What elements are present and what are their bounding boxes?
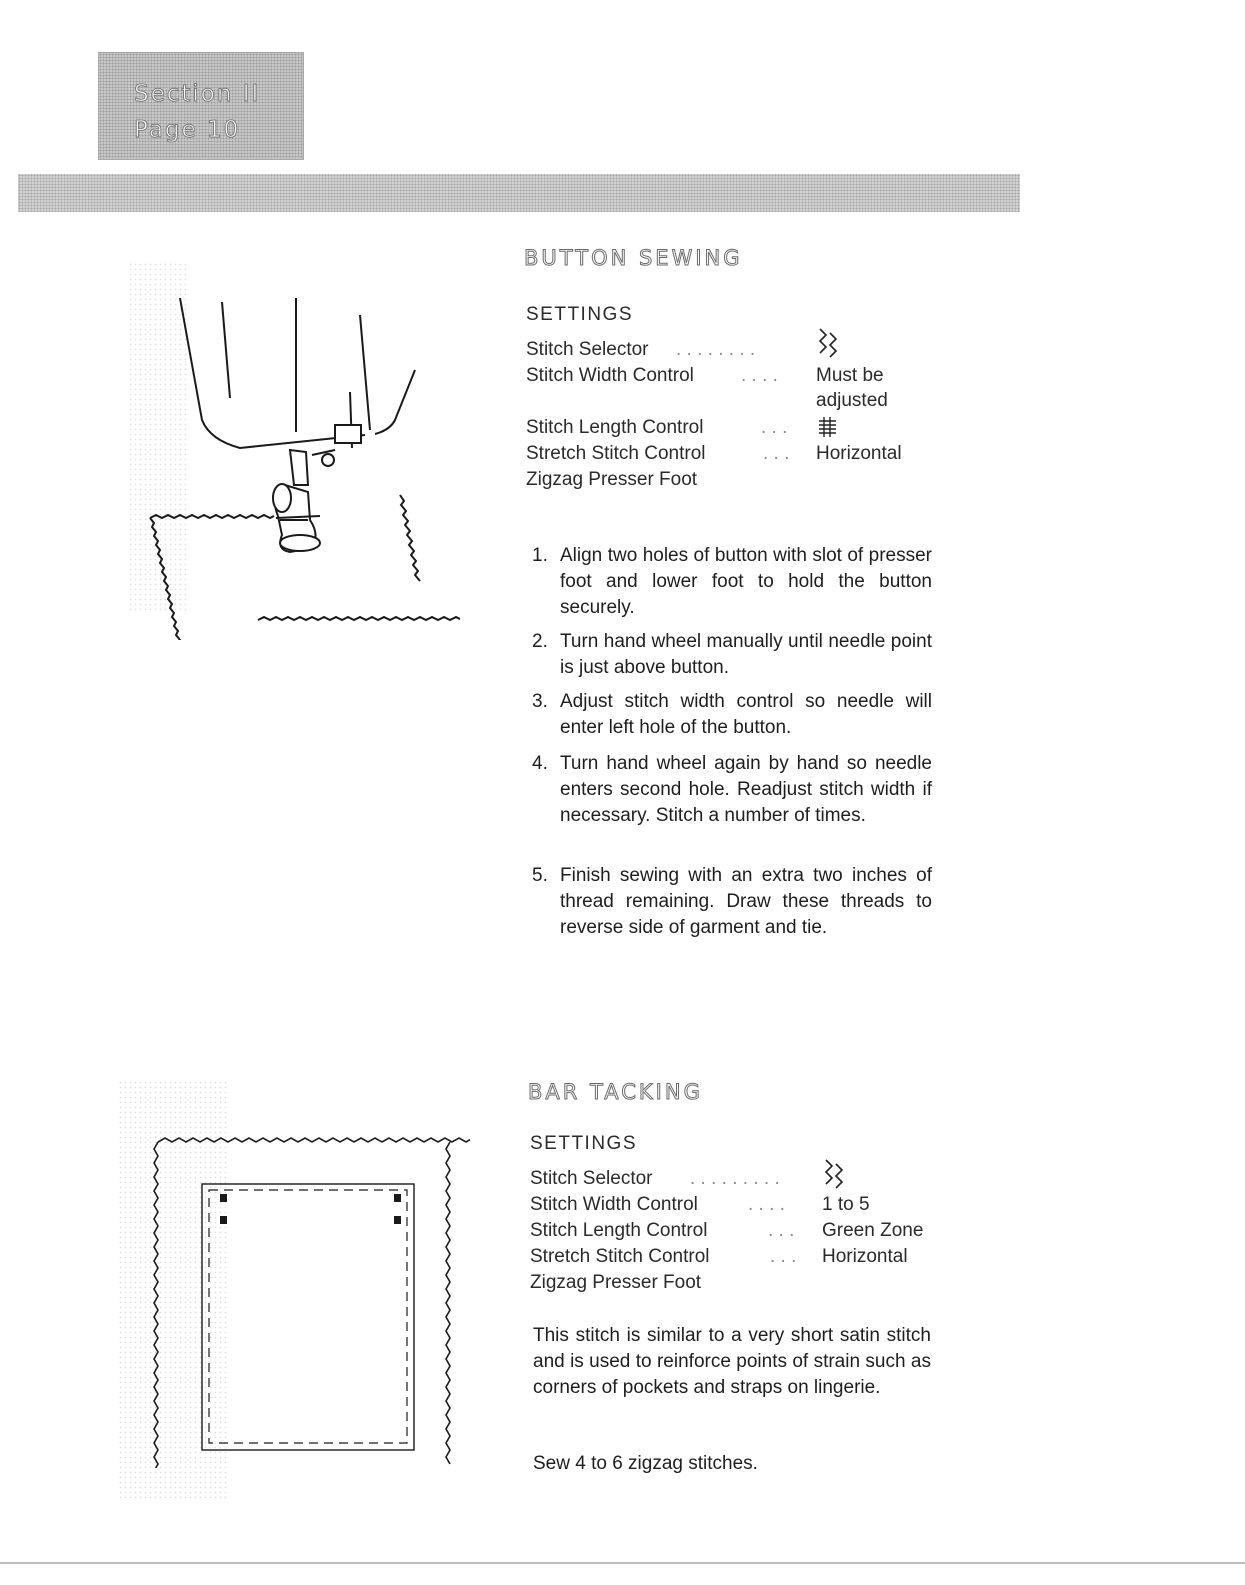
setting-name: Zigzag Presser Foot — [526, 469, 698, 490]
list-item — [532, 751, 932, 855]
step-text: Finish sewing with an extra two inches of thread remaining. Draw these threads to reverse side of garment and tie. — [560, 865, 932, 938]
setting-row — [526, 339, 946, 365]
section-badge — [98, 52, 304, 160]
setting-value: Horizontal — [816, 443, 902, 464]
step-number: 1. — [532, 545, 548, 566]
setting-row — [530, 1168, 950, 1194]
setting-value: 1 to 5 — [822, 1194, 870, 1215]
settings-label: SETTINGS — [530, 1133, 638, 1154]
setting-value-continued: adjusted — [816, 390, 888, 411]
button-sewing-illustration — [130, 280, 460, 640]
setting-name: Stretch Stitch Control — [530, 1246, 710, 1267]
bar-tacking-settings — [530, 1168, 950, 1298]
setting-dots: . . . — [761, 417, 788, 438]
setting-name: Zigzag Presser Foot — [530, 1272, 702, 1293]
setting-row — [526, 469, 946, 495]
step-text: Align two holes of button with slot of presser foot and lower foot to hold the button securely. — [560, 545, 932, 618]
zigzag-symbol-icon — [816, 327, 842, 359]
setting-row — [526, 390, 946, 416]
page-label: Page 10 — [134, 117, 241, 143]
setting-value: Horizontal — [822, 1246, 908, 1267]
page-bottom-rule — [0, 1562, 1245, 1564]
step-number: 5. — [532, 865, 548, 886]
stitch-length-symbol-icon — [816, 415, 840, 439]
step-text: Turn hand wheel manually until needle point is just above button. — [560, 631, 932, 678]
setting-row — [526, 365, 946, 391]
step-text: Adjust stitch width control so needle will enter left hole of the button. — [560, 691, 932, 738]
header-band — [18, 174, 1020, 212]
setting-row — [526, 443, 946, 469]
setting-name: Stitch Width Control — [526, 365, 694, 386]
setting-row — [530, 1246, 950, 1272]
setting-name: Stitch Selector — [530, 1168, 653, 1189]
setting-dots: . . . . . . . . — [676, 339, 756, 360]
bar-tacking-instruction: Sew 4 to 6 zigzag stitches. — [533, 1453, 758, 1474]
setting-row — [526, 417, 946, 443]
section-label: Section II — [134, 81, 261, 107]
bar-tacking-heading: BAR TACKING — [528, 1080, 703, 1104]
setting-name: Stitch Selector — [526, 339, 649, 360]
list-item — [532, 543, 932, 621]
bar-tacking-description: This stitch is similar to a very short satin stitch and is used to reinforce points of strain such as corners of pockets and straps on lingerie. — [533, 1325, 931, 1398]
setting-dots: . . . . — [748, 1194, 785, 1215]
setting-dots: . . . . . . . . . — [690, 1168, 780, 1189]
setting-row — [530, 1272, 950, 1298]
setting-name: Stitch Length Control — [526, 417, 704, 438]
setting-dots: . . . . — [741, 365, 778, 386]
zigzag-symbol-icon — [822, 1158, 848, 1190]
setting-name: Stitch Length Control — [530, 1220, 708, 1241]
list-item — [532, 863, 932, 967]
step-text: Turn hand wheel again by hand so needle enters second hole. Readjust stitch width if necessary. Stitch a number of times. — [560, 753, 932, 826]
list-item — [532, 689, 932, 741]
settings-label: SETTINGS — [526, 304, 634, 325]
step-number: 4. — [532, 753, 548, 774]
setting-dots: . . . — [763, 443, 790, 464]
step-number: 3. — [532, 691, 548, 712]
setting-row — [530, 1220, 950, 1246]
setting-name: Stitch Width Control — [530, 1194, 698, 1215]
setting-value: Must be — [816, 365, 884, 386]
bar-tacking-illustration — [140, 1128, 470, 1468]
step-number: 2. — [532, 631, 548, 652]
setting-row — [530, 1194, 950, 1220]
setting-name: Stretch Stitch Control — [526, 443, 706, 464]
setting-value: Green Zone — [822, 1220, 924, 1241]
setting-dots: . . . — [768, 1220, 795, 1241]
button-sewing-heading: BUTTON SEWING — [524, 246, 743, 270]
list-item — [532, 629, 932, 681]
setting-dots: . . . — [770, 1246, 797, 1267]
button-sewing-settings — [526, 339, 946, 499]
